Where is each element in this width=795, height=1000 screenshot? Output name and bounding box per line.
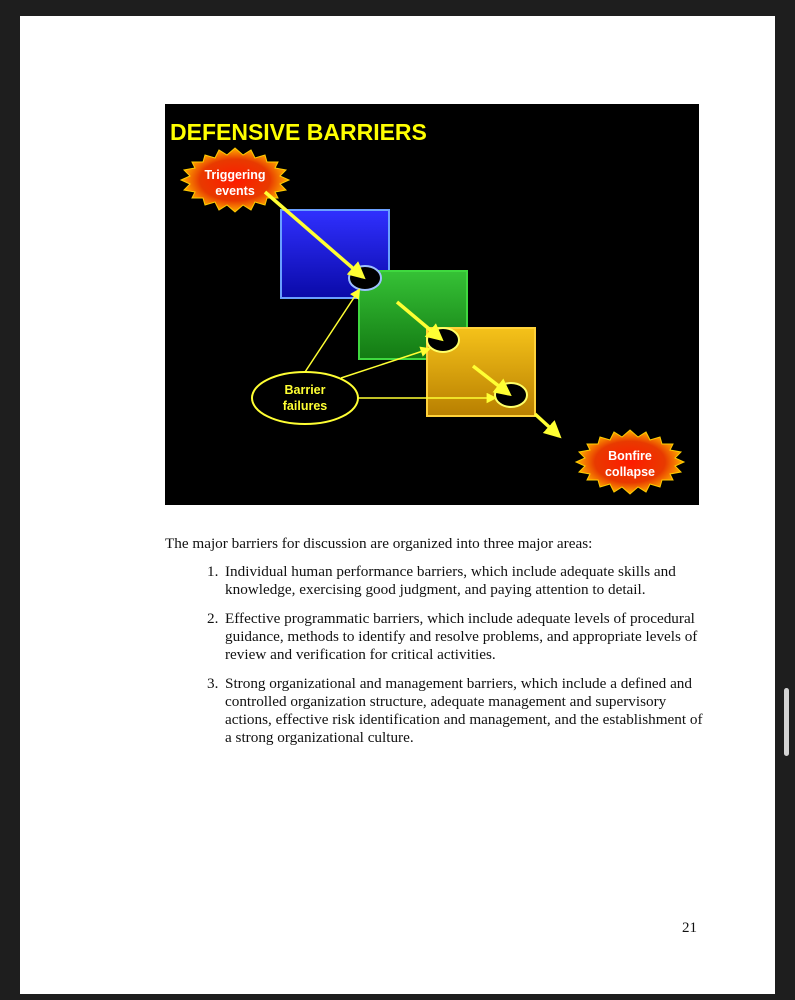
barrier-failures-callout [252,372,358,424]
list-item-number: 3. [207,675,219,692]
barrier-failures-label-line1: Barrier [284,383,326,397]
barrier-failures-label-line2: failures [282,399,328,413]
triggering-events-label-line2: events [215,184,255,198]
defensive-barriers-slide [165,104,699,505]
list-item-number: 1. [207,563,219,580]
bonfire-collapse-starburst [576,430,684,494]
list-item-number: 2. [207,610,219,627]
bonfire-collapse-label-line2: collapse [604,465,656,479]
list-item-text: Strong organizational and management barriers, which include a defined and controlled organization structure, adequate management and supervisory actions, effective risk identification and management, and the establishment of a strong organizational culture. [225,675,703,746]
list-item [207,610,707,664]
triggering-events-starburst [181,148,289,212]
intro-paragraph: The major barriers for discussion are organized into three major areas: [165,535,593,552]
triggering-events-label-line1: Triggering [204,168,266,182]
list-item [207,563,707,599]
slide-title: DEFENSIVE BARRIERS [170,119,427,145]
bonfire-collapse-label-line1: Bonfire [608,449,652,463]
list-item-text: Effective programmatic barriers, which include adequate levels of procedural guidance, methods to identify and resolve problems, and appropriate levels of review and verification for critical activities. [225,610,698,663]
list-item [207,675,707,747]
page-number: 21 [682,920,697,936]
barrier-areas-list [207,563,707,758]
list-item-text: Individual human performance barriers, which include adequate skills and knowledge, exercising good judgment, and paying attention to detail. [225,563,676,598]
vertical-scrollbar[interactable] [784,688,789,756]
document-page [20,16,775,994]
